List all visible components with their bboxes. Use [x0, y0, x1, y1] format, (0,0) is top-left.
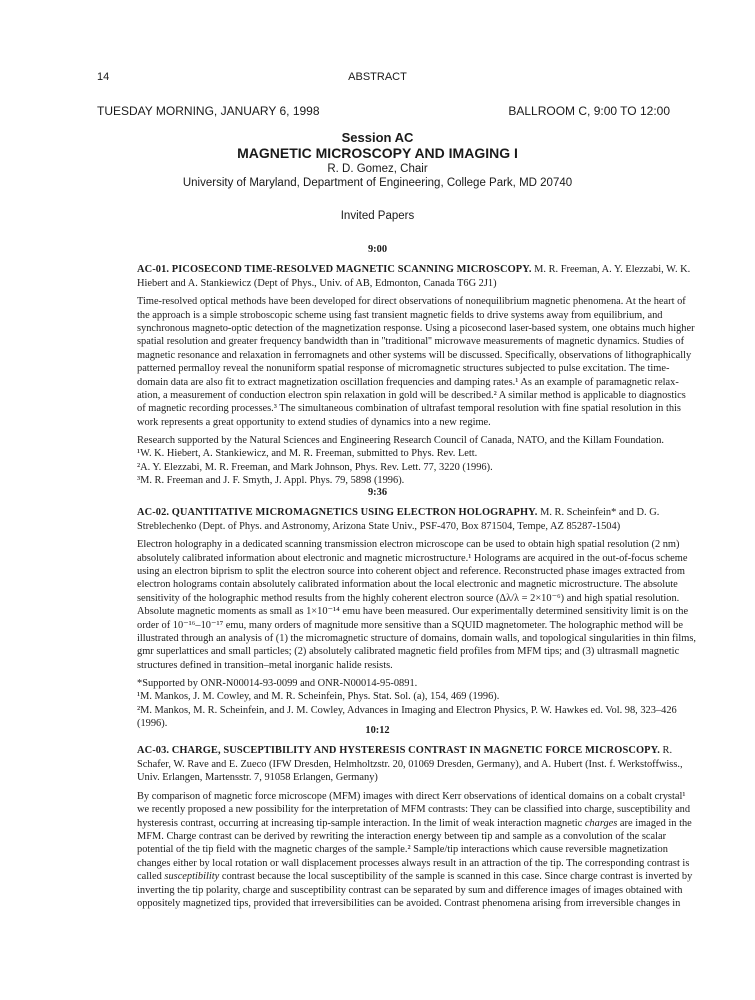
body-line: Time-resolved optical methods have been developed for direct observations of nonequilibrium magnetic phenomena. At the heart of [137, 296, 686, 308]
body-line: inverting the tip polarity, charge and susceptibility contrast can be separated by sum and difference images of images obtained with [137, 884, 683, 896]
abstract-2-authors: M. R. Scheinfein* and D. G. [537, 507, 660, 518]
body-line: the approach is a simple stroboscopic scheme using fast transient magnetic fields to drive systems away from equilibrium, and [137, 309, 663, 321]
session-location: BALLROOM C, 9:00 TO 12:00 [508, 104, 670, 118]
body-line: illustrated through an analysis of (1) the micromagnetic structure of domains, domain walls, and topological singularities in thin films, [137, 632, 696, 644]
session-title: MAGNETIC MICROSCOPY AND IMAGING I [237, 145, 518, 161]
body-line: Electron holography in a dedicated scanning transmission electron microscope can be used to obtain high spatial resolution (2 nm) [137, 539, 680, 551]
abstract-3-header [137, 744, 683, 785]
abstract-2-notes [137, 677, 677, 731]
body-line: MFM. Charge contrast can be derived by rewriting the interaction energy between tip and sample as a convolution of the scalar [137, 830, 667, 842]
body-line: By comparison of magnetic force microscope (MFM) images with direct Kerr observations of identical domains on a cobalt crystal¹ [137, 790, 686, 802]
session-label: Session AC [341, 130, 414, 145]
body-line: oppositely magnetized tips, provided that irreversibilities can be avoided. Contrast phenomena arising from irreversible changes in [137, 897, 681, 909]
body-line: Absolute magnetic moments as small as 1×10⁻¹⁴ emu have been measured. Our experimentally determined sensitivity limit is on the [137, 606, 689, 618]
abstract-2-time: 9:36 [367, 487, 388, 498]
body-line: patterned permalloy reveal the nonuniform spatial response of micromagnetic structures subjected to pulse excitation. The time- [137, 363, 670, 375]
body-line: absolutely calibrated information about electronic and magnetic microstructure.¹ Holograms are acquired in the out-of-focus scheme [137, 552, 688, 564]
abstract-3-header-line [137, 744, 673, 758]
abstract-1-authors: M. R. Freeman, A. Y. Elezzabi, W. K. [531, 264, 691, 275]
emphasis: susceptibility [164, 871, 220, 883]
body-line: changes either by local rotation or wall displacement processes always result in an attraction of the tip. The corresponding contrast is [137, 857, 690, 869]
abstract-1-notes [137, 434, 664, 488]
abstract-2-header-line [137, 506, 660, 520]
body-line: order of 10⁻¹⁶–10⁻¹⁷ emu, many orders of magnitude more sensitive than a SQUID magnetometer. The holographic method will be [137, 619, 683, 631]
abstract-3-header-line: Schafer, W. Rave and E. Zueco (IFW Dresden, Helmholtzstr. 20, 01069 Dresden, Germany), and A. Hubert (Inst. f. Werkstoffwiss., [137, 758, 683, 770]
body-line: gmr superlattices and small particles; (2) absolutely calibrated magnetic field profiles from MFM tips; and (3) ultrasmall magnetic [137, 646, 680, 658]
abstract-1-header-line: Hiebert and A. Stankiewicz (Dept of Phys., Univ. of AB, Edmonton, Canada T6G 2J1) [137, 277, 497, 289]
body-line: ation, a measurement of conduction electron spin relaxation in gold will be described.² A similar method is applicable to diagnostics [137, 389, 686, 401]
abstract-2 [137, 506, 696, 731]
abstract-3-title: AC-03. CHARGE, SUSCEPTIBILITY AND HYSTERESIS CONTRAST IN MAGNETIC FORCE MICROSCOPY. [137, 745, 660, 756]
session-date: TUESDAY MORNING, JANUARY 6, 1998 [97, 104, 320, 118]
reference: ²M. Mankos, M. R. Scheinfein, and J. M. Cowley, Advances in Imaging and Electron Physics, P. W. Hawkes ed. Vol. 98, 323–426 [137, 704, 677, 716]
body-line: work represents a great opportunity to extend studies of dynamics into a new regime. [137, 416, 491, 428]
body-line: we recently proposed a new possibility for the interpretation of MFM contrasts: They can be classified into charge, susceptibility and [137, 804, 691, 816]
emphasis: charges [584, 817, 618, 829]
abstract-3-header-line: Univ. Erlangen, Martensstr. 7, 91058 Erlangen, Germany) [137, 772, 378, 784]
body-line: magnetic resonance and relaxation in ferromagnets and other systems will be discussed. Specifically, observations of lithographically [137, 349, 692, 361]
reference: ³M. R. Freeman and J. F. Smyth, J. Appl. Phys. 79, 5898 (1996). [137, 475, 405, 487]
reference: ¹W. K. Hiebert, A. Stankiewicz, and M. R. Freeman, submitted to Phys. Rev. Lett. [137, 448, 478, 460]
body-line: sensitivity of the holographic method results from the highly coherent electron source (Δλ/λ = 2×10⁻⁶) and high spatial resolution. [137, 592, 680, 604]
reference: ¹M. Mankos, J. M. Cowley, and M. R. Scheinfein, Phys. Stat. Sol. (a), 154, 469 (1996). [137, 691, 500, 703]
abstract-1-time: 9:00 [367, 244, 388, 255]
abstract-1-title: AC-01. PICOSECOND TIME-RESOLVED MAGNETIC SCANNING MICROSCOPY. [137, 264, 532, 275]
section-heading: Invited Papers [340, 210, 415, 222]
body-line: potential of the tip field with the magnetic charges of the sample.² Sample/tip interactions which cause reversible magnetization [137, 844, 668, 856]
abstract-1 [137, 263, 695, 488]
body-line: domain data are also fit to extract magnetization oscillation frequencies and damping rates.¹ As an example of paramagnetic relax- [137, 376, 679, 388]
abstract-1-body [137, 295, 695, 429]
funding-note: Research supported by the Natural Sciences and Engineering Research Council of Canada, NATO, and the Killam Foundation. [137, 435, 664, 447]
body-line: spatial resolution and greater frequency bandwidth than in ''traditional'' microwave measurements of magnetic dynamics. Studies of [137, 336, 685, 348]
abstract-2-body [137, 538, 696, 672]
body-line rich-line: hysteresis contrast, occurring at increasing tip-sample interaction. In the limit of weak interaction magnetic charges are imaged in the [137, 817, 692, 829]
session-chair: R. D. Gomez, Chair [327, 163, 428, 175]
page-number: 14 [97, 71, 110, 83]
abstract-3-authors: R. [659, 745, 673, 756]
funding-note: *Supported by ONR-N00014-93-0099 and ONR-N00014-95-0891. [137, 678, 418, 690]
body-line: structures defined in transition–metal inorganic halide resists. [137, 659, 393, 671]
body-line rich-line: called susceptibility contrast because the local susceptibility of the sample is scanned in this case. Since charge contrast is inverted by [137, 871, 693, 883]
abstract-1-header-line [137, 263, 691, 277]
abstract-2-header-line: Streblechenko (Dept. of Phys. and Astronomy, Arizona State Univ., PSF-470, Box 871504, Tempe, AZ 85287-1504) [137, 520, 621, 532]
abstract-3-body [137, 790, 693, 911]
body-line: of magnetic recording processes.³ The simultaneous combination of ultrafast temporal resolution with fine spatial resolution in this [137, 403, 681, 415]
body-line: electron holograms contain absolutely calibrated information about the local electronic and magnetic microstructure. The absolute [137, 579, 678, 591]
abstract-3-time: 10:12 [365, 725, 390, 736]
abstract-2-header [137, 506, 660, 533]
reference: (1996). [137, 718, 168, 730]
session-affiliation: University of Maryland, Department of Engineering, College Park, MD 20740 [182, 177, 573, 189]
abstract-2-title: AC-02. QUANTITATIVE MICROMAGNETICS USING ELECTRON HOLOGRAPHY. [137, 507, 538, 518]
body-line: synchronous magneto-optic detection of the magnetization response. Using a picosecond laser-based system, one obtains much higher [137, 322, 695, 334]
abstract-3 [137, 744, 693, 910]
abstract-1-header [137, 263, 691, 290]
running-head: ABSTRACT [348, 71, 407, 83]
body-line: using an electron biprism to split the electron source into coherent object and reference. Reconstructed phase images extracted from [137, 565, 685, 577]
reference: ²A. Y. Elezzabi, M. R. Freeman, and Mark Johnson, Phys. Rev. Lett. 77, 3220 (1996). [137, 461, 493, 473]
